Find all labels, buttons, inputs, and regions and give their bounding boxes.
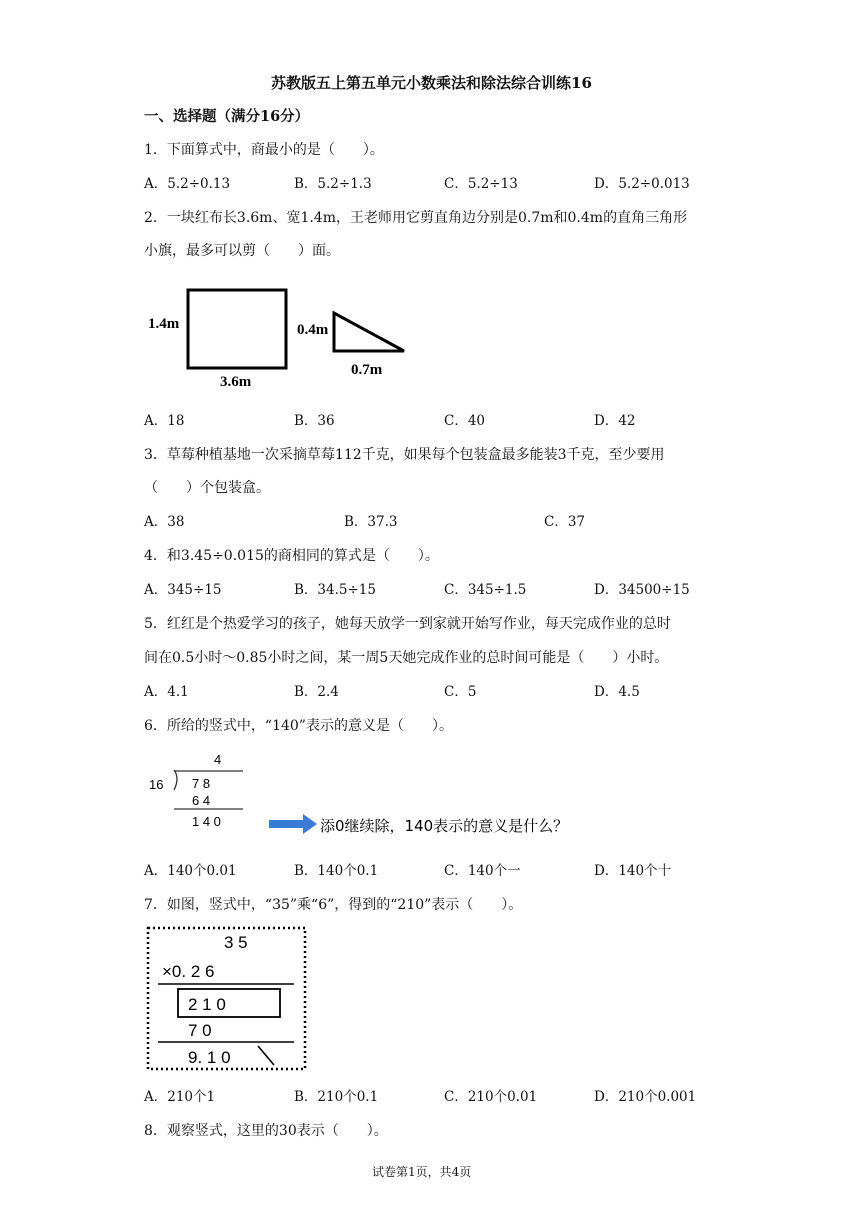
q1-option-b: B．5.2÷1.3 [294,176,372,192]
page-footer: 试卷第1页，共4页 [372,1165,472,1179]
question-5-line-1: 5．红红是个热爱学习的孩子，她每天放学一到家就开始写作业，每天完成作业的总时 [144,616,671,632]
tri-height-label: 0.4m [297,322,329,338]
question-2-line-1: 2．一块红布长3.6m、宽1.4m，王老师用它剪直角边分别是0.7m和0.4m的直角三角形 [144,210,688,226]
question-5-line-2: 间在0.5小时～0.85小时之间，某一周5天她完成作业的总时间可能是（ ）小时。 [144,650,669,666]
question-7: 7．如图，竖式中，“35”乘“6”，得到的“210”表示（ ）。 [144,897,523,913]
mult-row-3: 2 1 0 [188,995,226,1014]
division-quotient: 4 [214,752,222,767]
question-6: 6．所给的竖式中，“140”表示的意义是（ ）。 [144,718,453,734]
q4-option-c: C．345÷1.5 [444,582,527,598]
mult-row-1: 3 5 [224,933,248,952]
tri-width-label: 0.7m [351,362,383,378]
q6-option-d: D．140个十 [594,863,672,879]
q1-option-a: A．5.2÷0.13 [144,176,231,192]
q2-option-b: B．36 [294,413,335,429]
q2-option-d: D．42 [594,413,636,429]
mult-row-5: 9. 1 0 [188,1048,231,1067]
question-8: 8．观察竖式，这里的30表示（ ）。 [144,1123,388,1139]
question-3-line-2: （ ）个包装盒。 [144,480,270,496]
page-title: 苏教版五上第五单元小数乘法和除法综合训练16 [271,74,592,92]
q7-option-c: C．210个0.01 [444,1089,538,1105]
q4-option-a: A．345÷15 [144,582,222,598]
division-divisor: 16 [149,777,164,792]
triangle-shape [334,313,404,351]
question-2-line-2: 小旗，最多可以剪（ ）面。 [144,243,340,259]
q3-option-c: C．37 [544,514,586,530]
division-dividend: 7 8 [192,776,211,791]
q2-option-c: C．40 [444,413,486,429]
q6-option-a: A．140个0.01 [144,863,237,879]
multiplication-figure [146,926,308,1072]
mult-row-4: 7 0 [188,1021,212,1040]
question-3-line-1: 3．草莓种植基地一次采摘草莓112千克，如果每个包装盒最多能装3千克，至少要用 [144,447,665,463]
mult-row-2: ×0. 2 6 [162,962,215,981]
long-division-figure [145,748,605,848]
section-heading: 一、选择题（满分16分） [144,108,310,125]
question-1: 1．下面算式中，商最小的是（ ）。 [144,142,384,158]
division-bracket [174,770,177,790]
q2-option-a: A．18 [144,413,185,429]
rect-width-label: 3.6m [220,374,252,390]
q3-option-b: B．37.3 [344,514,398,530]
rect-height-label: 1.4m [148,316,180,332]
q6-option-b: B．140个0.1 [294,863,379,879]
q4-option-b: B．34.5÷15 [294,582,376,598]
q7-option-a: A．210个1 [144,1089,216,1105]
q5-option-b: B．2.4 [294,684,339,700]
question-4: 4．和3.45÷0.015的商相同的算式是（ ）。 [144,548,439,564]
q5-option-a: A．4.1 [144,684,189,700]
q4-option-d: D．34500÷15 [594,582,690,598]
q1-option-c: C．5.2÷13 [444,176,518,192]
strike-mark [258,1046,274,1065]
q5-option-d: D．4.5 [594,684,640,700]
rectangle-triangle-figure [140,282,420,392]
q3-option-a: A．38 [144,514,185,530]
q7-option-d: D．210个0.001 [594,1089,697,1105]
rectangle-shape [188,290,286,368]
division-remainder: 1 4 0 [192,814,221,829]
q5-option-c: C．5 [444,684,477,700]
arrow-icon [269,814,317,834]
q1-option-d: D．5.2÷0.013 [594,176,690,192]
q6-option-c: C．140个一 [444,863,521,879]
division-caption: 添0继续除，140表示的意义是什么？ [320,817,569,835]
q7-option-b: B．210个0.1 [294,1089,379,1105]
division-product: 6 4 [192,793,211,808]
